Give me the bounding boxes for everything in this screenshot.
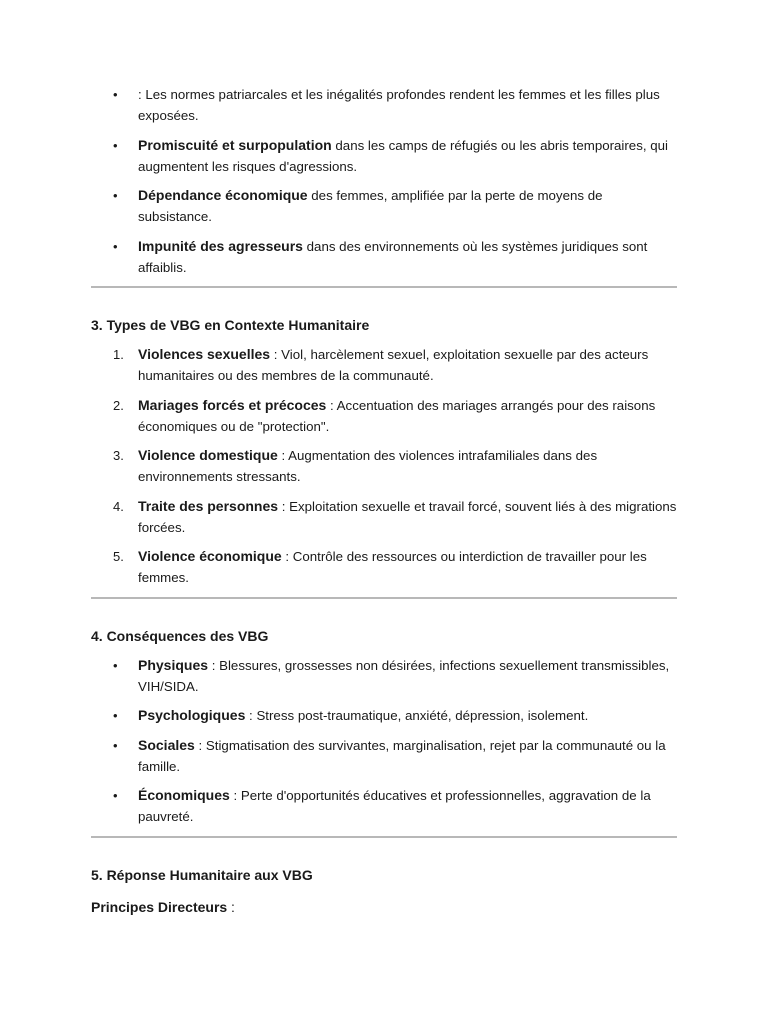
item-text: : Blessures, grossesses non désirées, infections sexuellement transmissibles, VIH/SIDA. (138, 657, 670, 694)
item-term: Violence économique (138, 548, 282, 564)
bullet-marker: • (113, 188, 118, 203)
list-item (91, 705, 677, 726)
section-5-title: 5. Réponse Humanitaire aux VBG (91, 866, 313, 883)
item-text: : Les normes patriarcales et les inégalités profondes rendent les femmes et les filles plus exposées. (138, 87, 660, 123)
item-term: Mariages forcés et précoces (138, 396, 327, 413)
section-divider (91, 836, 677, 838)
item-text: : Contrôle des ressources ou interdiction de travailler pour les femmes. (138, 549, 647, 585)
section-divider (91, 286, 677, 288)
number-marker: 3. (113, 448, 124, 463)
section-4-title: 4. Conséquences des VBG (91, 627, 269, 644)
list-item (91, 655, 677, 697)
number-marker: 4. (113, 498, 124, 514)
item-term: Psychologiques (138, 707, 246, 723)
item-text: des femmes, amplifiée par la perte de moyens de subsistance. (138, 188, 603, 224)
intro-bullet-list (91, 84, 677, 278)
bullet-marker: • (113, 657, 118, 673)
list-item (91, 735, 677, 777)
list-item (91, 546, 677, 588)
item-text: : Accentuation des mariages arrangés pour des raisons économiques ou de "protection". (138, 397, 656, 434)
item-term: Dépendance économique (138, 187, 308, 203)
list-item (91, 185, 677, 227)
document-page (91, 84, 677, 917)
number-marker: 1. (113, 347, 124, 362)
item-term: Impunité des agresseurs (138, 237, 303, 254)
list-item (91, 445, 677, 487)
list-item (91, 236, 677, 278)
bullet-marker: • (113, 788, 118, 803)
list-item (91, 785, 677, 827)
item-term: Économiques (138, 787, 230, 803)
number-marker: 2. (113, 397, 124, 413)
list-item (91, 395, 677, 437)
subtitle-suffix: : (227, 898, 235, 915)
item-text: : Exploitation sexuelle et travail forcé, souvent liés à des migrations forcées. (138, 498, 677, 535)
bullet-marker: • (113, 87, 118, 102)
item-term: Violences sexuelles (138, 346, 271, 362)
list-item (91, 84, 677, 126)
subtitle-text: Principes Directeurs (91, 898, 228, 915)
section-3-title: 3. Types de VBG en Contexte Humanitaire (91, 317, 370, 333)
item-term: Promiscuité et surpopulation (138, 136, 332, 153)
list-item (91, 496, 677, 538)
item-term: Sociales (138, 736, 195, 753)
bullet-marker: • (113, 137, 118, 153)
consequences-bullet-list (91, 655, 677, 828)
item-text: : Augmentation des violences intrafamiliales dans des environnements stressants. (138, 448, 598, 484)
number-marker: 5. (113, 549, 124, 564)
item-text: dans des environnements où les systèmes juridiques sont affaiblis. (138, 238, 648, 275)
list-item (91, 135, 677, 177)
item-text: dans les camps de réfugiés ou les abris temporaires, qui augmentent les risques d'agressions. (138, 137, 668, 174)
bullet-marker: • (113, 737, 118, 753)
section-divider (91, 597, 677, 599)
item-text: : Stress post-traumatique, anxiété, dépression, isolement. (245, 708, 589, 723)
item-term: Violence domestique (138, 447, 278, 463)
item-term: Physiques (138, 656, 209, 673)
bullet-marker: • (113, 708, 118, 723)
item-text: : Viol, harcèlement sexuel, exploitation sexuelle par des acteurs humanitaires ou des membres de la communauté. (138, 347, 649, 383)
item-text: : Perte d'opportunités éducatives et professionnelles, aggravation de la pauvreté. (138, 788, 651, 824)
guiding-principles-heading (91, 897, 677, 917)
list-item (91, 344, 677, 386)
item-text: : Stigmatisation des survivantes, marginalisation, rejet par la communauté ou la famille. (138, 737, 666, 774)
types-numbered-list (91, 344, 677, 588)
item-term: Traite des personnes (138, 497, 279, 514)
bullet-marker: • (113, 238, 118, 254)
